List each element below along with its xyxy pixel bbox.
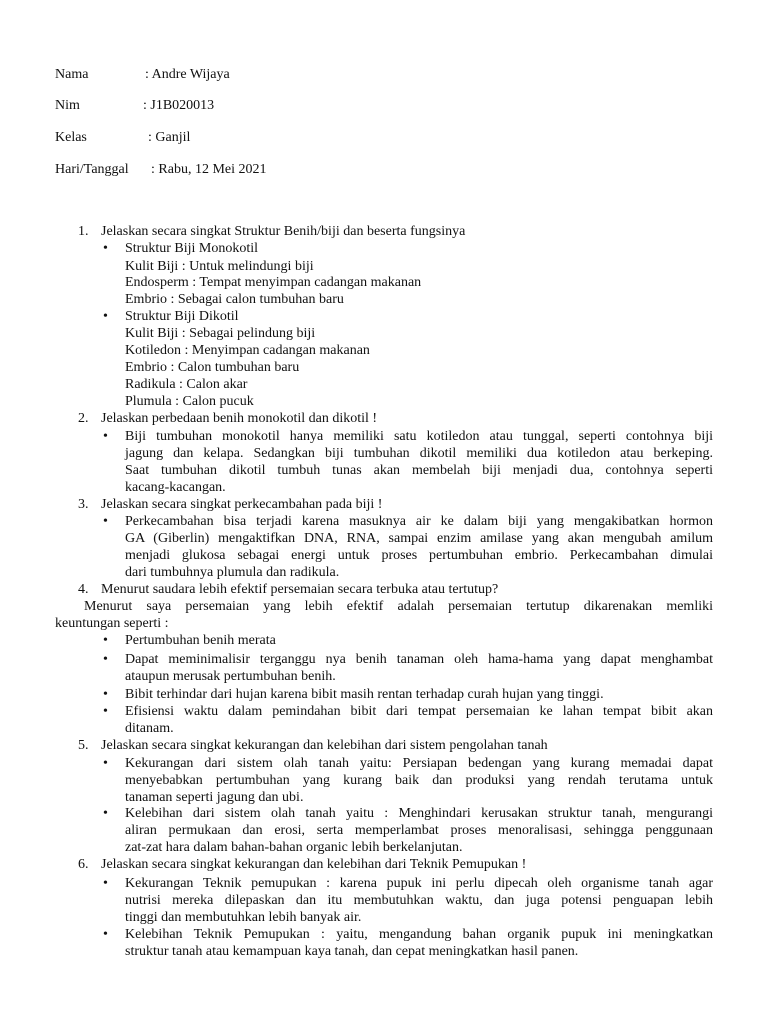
sub-line: Endosperm : Tempat menyimpan cadangan makanan [125, 275, 422, 290]
answer-text [125, 513, 713, 581]
bullet-text [125, 875, 713, 926]
text-line: Kekurangan Teknik pemupukan : karena pupuk ini perlu dipecah oleh organisme tanah agar [125, 876, 713, 891]
bullet-text: Pertumbuhan benih merata [125, 633, 276, 648]
bullet-icon: • [103, 687, 108, 702]
bullet-heading: Struktur Biji Dikotil [125, 309, 239, 324]
question-number: 2. [78, 411, 89, 426]
sub-line: Kotiledon : Menyimpan cadangan makanan [125, 343, 370, 358]
info-nim-value: : J1B020013 [143, 98, 215, 113]
question-text: Jelaskan secara singkat perkecambahan pada biji ! [101, 497, 383, 512]
text-line: Biji tumbuhan monokotil hanya memiliki satu kotiledon atau tunggal, seperti contohnya biji [125, 429, 713, 444]
answer-text [125, 428, 713, 496]
question-number: 6. [78, 857, 89, 872]
bullet-text: Bibit terhindar dari hujan karena bibit masih rentan terhadap curah hujan yang tinggi. [125, 687, 604, 702]
info-kelas [55, 129, 191, 149]
question-text: Jelaskan secara singkat kekurangan dan kelebihan dari sistem pengolahan tanah [101, 738, 548, 753]
bullet-text [125, 926, 713, 960]
bullet-text [125, 703, 713, 737]
bullet-icon: • [103, 429, 108, 444]
bullet-icon: • [103, 309, 108, 324]
info-kelas-value: : Ganjil [148, 130, 191, 145]
info-kelas-label: Kelas [55, 130, 87, 145]
text-line: Kelebihan Teknik Pemupukan : yaitu, mengandung bahan organik pupuk ini meningkatkan [125, 927, 713, 942]
text-line: nutrisi mereka dilepaskan dan itu membutuhkan waktu, dan juga potensi penguapan lebih [125, 893, 713, 908]
question-text: Jelaskan secara singkat Struktur Benih/biji dan beserta fungsinya [101, 224, 466, 239]
text-line: keuntungan seperti : [55, 616, 169, 631]
text-line: GA (Giberlin) mengaktifkan DNA, RNA, sampai enzim amilase yang akan mengubah amilum [125, 531, 713, 546]
text-line: tinggi dan membutuhkan lebih banyak air. [125, 910, 362, 925]
question-text: Jelaskan perbedaan benih monokotil dan dikotil ! [101, 411, 378, 426]
info-nama-value: : Andre Wijaya [145, 67, 230, 82]
bullet-icon: • [103, 704, 108, 719]
text-line: Saat tumbuhan dikotil tumbuh tunas akan membelah biji menjadi dua, contohnya seperti [125, 463, 713, 478]
info-hari [55, 161, 267, 181]
bullet-icon: • [103, 652, 108, 667]
text-line: menjadi glukosa sebagai energi untuk proses pertumbuhan embrio. Perkecambahan dimulai [125, 548, 713, 563]
sub-line: Embrio : Calon tumbuhan baru [125, 360, 300, 375]
sub-line: Radikula : Calon akar [125, 377, 248, 392]
question-number: 4. [78, 582, 89, 597]
info-nama [55, 66, 230, 86]
question-number: 5. [78, 738, 89, 753]
sub-line: Embrio : Sebagai calon tumbuhan baru [125, 292, 344, 307]
bullet-icon: • [103, 756, 108, 771]
sub-line: Kulit Biji : Sebagai pelindung biji [125, 326, 316, 341]
bullet-icon: • [103, 514, 108, 529]
bullet-icon: • [103, 633, 108, 648]
bullet-text [125, 755, 713, 806]
info-hari-label: Hari/Tanggal [55, 162, 129, 177]
text-line: jagung dan kelapa. Sedangkan biji tumbuhan dikotil memiliki dua kotiledon atau berkeping. [125, 446, 713, 461]
text-line: ataupun merusak pertumbuhan benih. [125, 669, 336, 684]
info-nim [55, 97, 215, 117]
text-line: dari tumbuhnya plumula dan radikula. [125, 565, 340, 580]
text-line: Kekurangan dari sistem olah tanah yaitu: Persiapan bedengan yang kurang memadai dapat [125, 756, 713, 771]
text-line: ditanam. [125, 721, 174, 736]
text-line: menyebabkan pertumbuhan yang kurang baik dan produksi yang rendah terutama untuk [125, 773, 713, 788]
text-line: struktur tanah atau kemampuan kaya tanah, dan cepat meningkatkan hasil panen. [125, 944, 579, 959]
text-line: Perkecambahan bisa terjadi karena masuknya air ke dalam biji yang mengakibatkan hormon [125, 514, 713, 529]
text-line: kacang-kacangan. [125, 480, 226, 495]
bullet-icon: • [103, 241, 108, 256]
sub-line: Kulit Biji : Untuk melindungi biji [125, 259, 314, 274]
bullet-icon: • [103, 876, 108, 891]
question-text: Menurut saudara lebih efektif persemaian secara terbuka atau tertutup? [101, 582, 499, 597]
text-line: tanaman seperti jagung dan ubi. [125, 790, 304, 805]
bullet-text [125, 805, 713, 856]
text-line: Dapat meminimalisir terganggu nya benih tanaman oleh hama-hama yang dapat menghambat [125, 652, 713, 667]
info-nama-label: Nama [55, 67, 89, 82]
bullet-icon: • [103, 927, 108, 942]
text-line: Efisiensi waktu dalam pemindahan bibit dari tempat persemaian ke lahan tempat bibit akan [125, 704, 713, 719]
question-text: Jelaskan secara singkat kekurangan dan kelebihan dari Teknik Pemupukan ! [101, 857, 527, 872]
text-line [55, 598, 713, 615]
bullet-heading: Struktur Biji Monokotil [125, 241, 259, 256]
text-line-content: Menurut saya persemaian yang lebih efektif adalah persemaian tertutup dikarenakan memliki [84, 599, 713, 614]
answer-4-paragraph [55, 598, 713, 632]
sub-line: Plumula : Calon pucuk [125, 394, 254, 409]
text-line: aliran permukaan dan erosi, serta memperlambat proses menoralisasi, sehingga penggunaan [125, 823, 713, 838]
question-number: 1. [78, 224, 89, 239]
question-number: 3. [78, 497, 89, 512]
info-hari-value: : Rabu, 12 Mei 2021 [151, 162, 267, 177]
text-line: zat-zat hara dalam bahan-bahan organic lebih berkelanjutan. [125, 840, 463, 855]
bullet-text [125, 651, 713, 685]
info-nim-label: Nim [55, 98, 80, 113]
bullet-icon: • [103, 806, 108, 821]
text-line: Kelebihan dari sistem olah tanah yaitu : Menghindari kerusakan struktur tanah, mengurangi [125, 806, 713, 821]
